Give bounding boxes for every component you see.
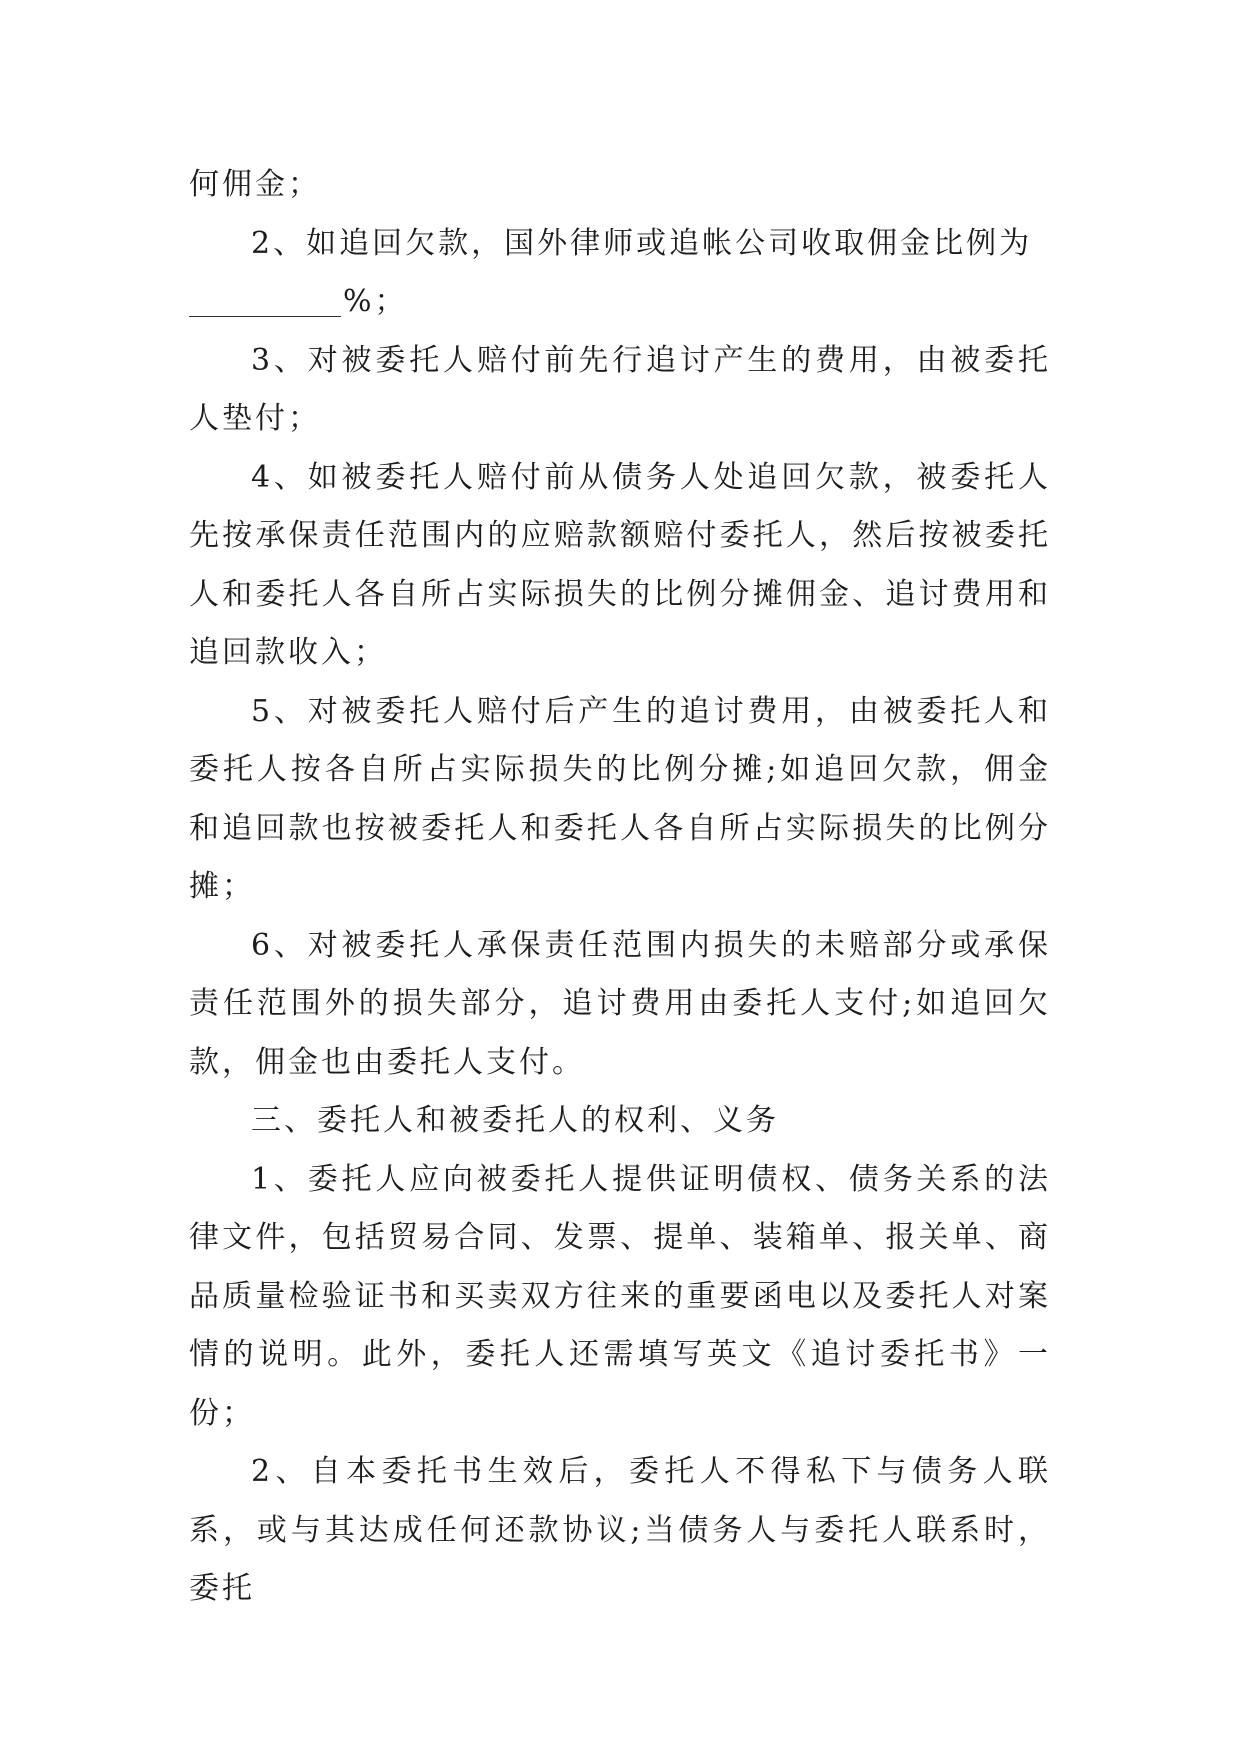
section-heading-rights-obligations: 三、委托人和被委托人的权利、义务 [251, 1103, 779, 1138]
document-body [189, 156, 1051, 1619]
fill-in-blank [189, 286, 341, 317]
paragraph-continuation: 何佣金； [189, 167, 321, 202]
paragraph-clause-4: 4、如被委托人赔付前从债务人处追回欠款，被委托人先按承保责任范围内的应赔款额赔付委托人，然后按被委托人和委托人各自所占实际损失的比例分摊佣金、追讨费用和追回款收入； [189, 459, 1051, 670]
paragraph-clause-2: 2、如追回欠款，国外律师或追帐公司收取佣金比例为 [251, 225, 1033, 261]
paragraph-obligation-1: 1、委托人应向被委托人提供证明债权、债务关系的法律文件，包括贸易合同、发票、提单、装箱单、报关单、商品质量检验证书和买卖双方往来的重要函电以及委托人对案情的说明。此外，委托人还需填写英文《追讨委托书》一份； [189, 1161, 1051, 1431]
blank-suffix: %； [343, 284, 408, 319]
paragraph-clause-2-blank [189, 273, 1051, 332]
paragraph-obligation-2: 2、自本委托书生效后，委托人不得私下与债务人联系，或与其达成任何还款协议;当债务人与委托人联系时，委托 [189, 1454, 1051, 1606]
paragraph-clause-6: 6、对被委托人承保责任范围内损失的未赔部分或承保责任范围外的损失部分，追讨费用由委托人支付;如追回欠款，佣金也由委托人支付。 [189, 927, 1051, 1080]
paragraph-clause-5: 5、对被委托人赔付后产生的追讨费用，由被委托人和委托人按各自所占实际损失的比例分摊;如追回欠款，佣金和追回款也按被委托人和委托人各自所占实际损失的比例分摊； [189, 693, 1051, 904]
paragraph-clause-3: 3、对被委托人赔付前先行追讨产生的费用，由被委托人垫付； [189, 342, 1051, 436]
